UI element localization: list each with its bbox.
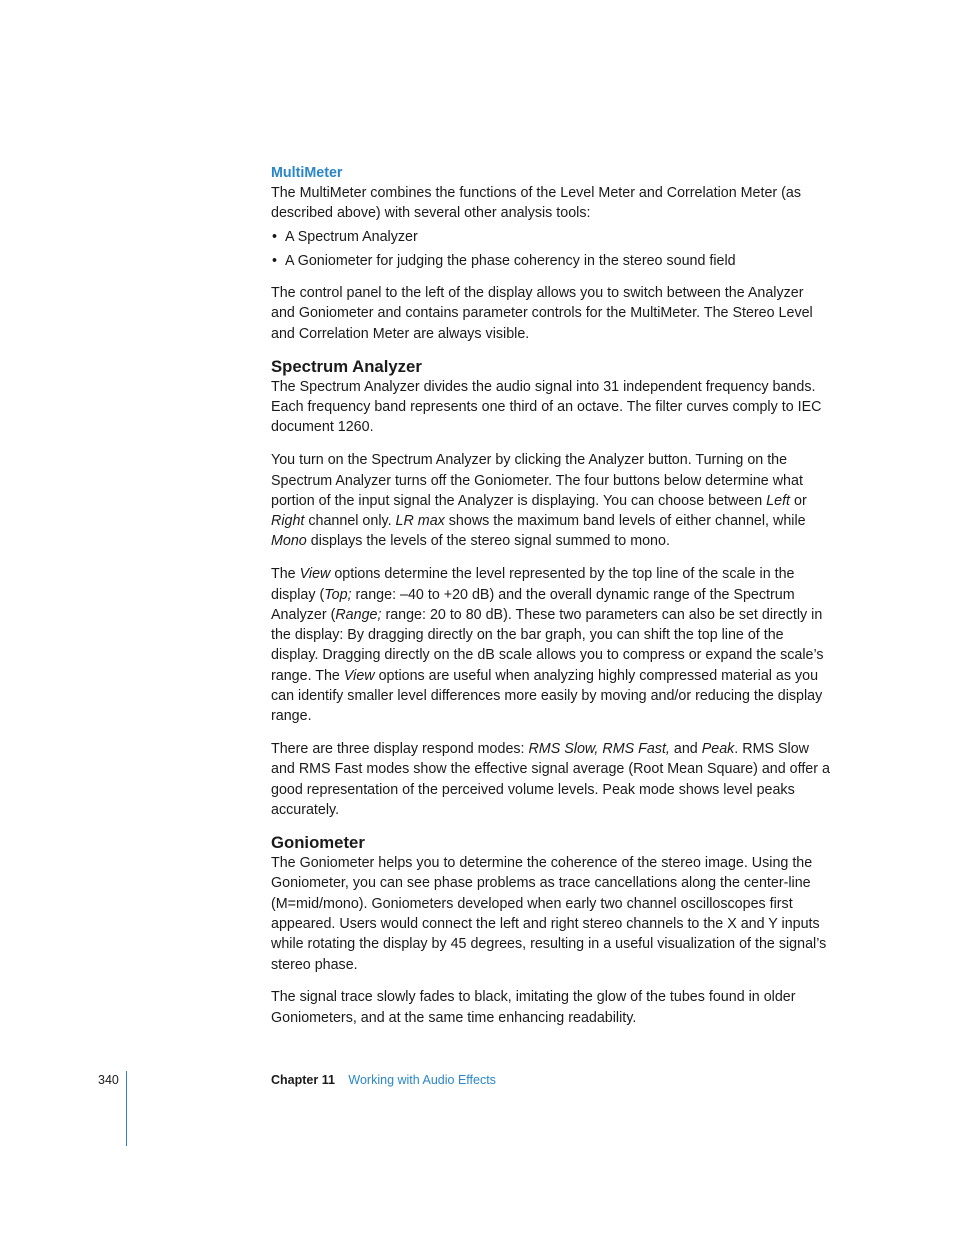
option-left: Left: [766, 492, 791, 509]
spectrum-paragraph-3: [271, 564, 831, 726]
bullet-icon: •: [272, 252, 278, 269]
text-run: displays the levels of the stereo signal summed to mono.: [306, 533, 670, 550]
option-peak: Peak: [701, 741, 735, 758]
spectrum-paragraph-2: [271, 450, 831, 551]
text-run: You turn on the Spectrum Analyzer by clicking the Analyzer button. Turning on the Spectrum Analyzer turns off the Goniometer. The four buttons below determine what portion of the input signal the Analyzer is displaying. You can choose between: [271, 452, 803, 509]
list-item-text: A Spectrum Analyzer: [285, 228, 418, 245]
spectrum-paragraph-4: [271, 739, 831, 820]
option-mono: Mono: [271, 533, 307, 550]
chapter-title-link[interactable]: Working with Audio Effects: [348, 1073, 496, 1087]
text-run: range: 20 to 80 dB). These two parameters can also be set directly in the display: By dragging directly on the bar graph, you can shift the top line of the display. Dragging directly on the dB scale allows you to compress or expand the scale’s range. The: [271, 606, 824, 684]
page-body: [271, 163, 831, 1040]
intro-paragraph: The MultiMeter combines the functions of the Level Meter and Correlation Meter (as described above) with several other analysis tools:: [271, 185, 802, 222]
list-item: [271, 227, 831, 247]
option-range: Range;: [335, 606, 382, 623]
section-title: MultiMeter: [271, 165, 343, 181]
running-footer: [271, 1072, 496, 1088]
option-right: Right: [271, 513, 305, 530]
goniometer-paragraph-1: The Goniometer helps you to determine the coherence of the stereo image. Using the Goniometer, you can see phase problems as trace cancellations along the center-line (M=mid/mono). Goniometers developed when early two channel oscilloscopes first appeared. Users would connect the left and right stereo channels to the X and Y inputs while rotating the display by 45 degrees, resulting in a useful visualization of the signal’s stereo phase.: [271, 855, 827, 973]
text-run: shows the maximum band levels of either channel, while: [444, 513, 806, 530]
text-run: channel only.: [304, 513, 396, 530]
spectrum-analyzer-heading: Spectrum Analyzer: [271, 356, 422, 376]
page-number: 340: [98, 1073, 119, 1087]
option-rms-modes: RMS Slow, RMS Fast,: [528, 741, 670, 758]
option-view: View: [343, 667, 375, 684]
text-run: There are three display respond modes:: [271, 741, 529, 758]
goniometer-paragraph-2: The signal trace slowly fades to black, imitating the glow of the tubes found in older Goniometers, and at the same time enhancing readability.: [271, 989, 796, 1026]
text-run: The: [271, 566, 300, 583]
footer-divider: [126, 1071, 127, 1146]
text-run: and: [669, 741, 702, 758]
chapter-label: Chapter 11: [271, 1073, 335, 1087]
list-item: [271, 251, 831, 271]
option-lr-max: LR max: [395, 513, 445, 530]
bullet-icon: •: [272, 228, 278, 245]
text-run: options are useful when analyzing highly compressed material as you can identify smaller level differences more easily by moving and/or reducing the display range.: [271, 667, 823, 725]
spectrum-paragraph-1: The Spectrum Analyzer divides the audio signal into 31 independent frequency bands. Each frequency band represents one third of an octave. The filter curves comply to IEC document 1260.: [271, 378, 822, 436]
option-view: View: [299, 566, 331, 583]
text-run: options determine the level represented by the top line of the scale in the display (: [271, 566, 795, 603]
option-top: Top;: [324, 586, 352, 603]
control-panel-paragraph: The control panel to the left of the display allows you to switch between the Analyzer and Goniometer and contains parameter controls for the MultiMeter. The Stereo Level and Correlation Meter are always visible.: [271, 285, 813, 342]
tool-list: [271, 227, 831, 272]
list-item-text: A Goniometer for judging the phase coherency in the stereo sound field: [285, 252, 736, 269]
text-run: range: –40 to +20 dB) and the overall dynamic range of the Spectrum Analyzer (: [271, 586, 795, 623]
text-run: . RMS Slow and RMS Fast modes show the effective signal average (Root Mean Square) and offer a good representation of the perceived volume levels. Peak mode shows level peaks accurately.: [271, 741, 830, 819]
goniometer-heading: Goniometer: [271, 832, 365, 852]
text-run: or: [790, 492, 807, 509]
